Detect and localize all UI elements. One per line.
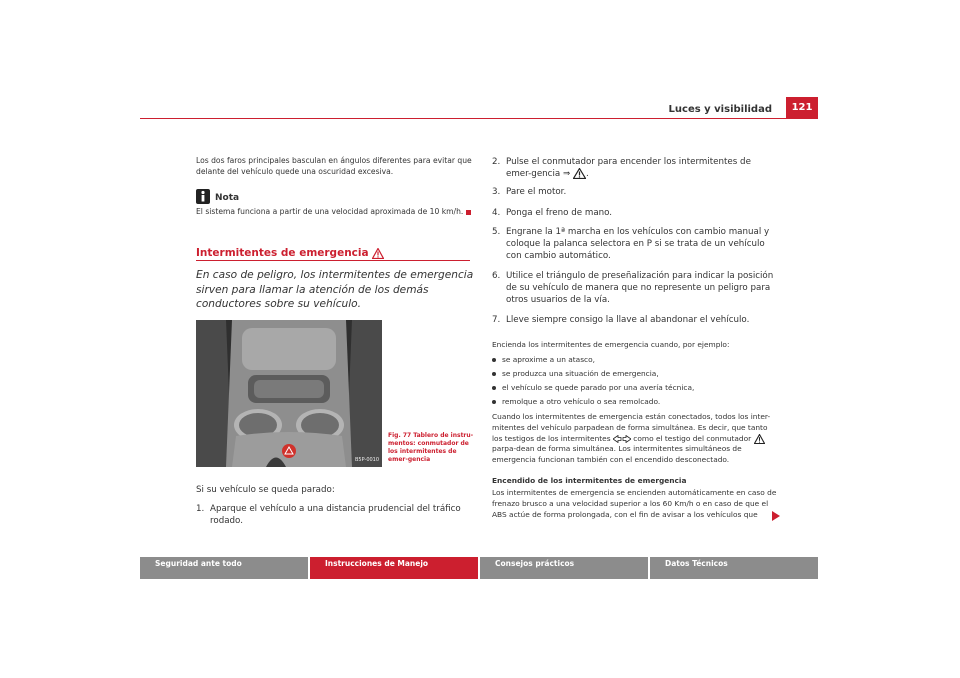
step-3: [492, 186, 778, 198]
section-title-text: Intermitentes de emergencia: [196, 247, 369, 259]
list-item: [492, 397, 660, 408]
step-6-text: Utilice el triángulo de preseñalización para indicar la posición de su vehículo de manera que no represente un peligro para otros usuarios de la vía.: [506, 271, 774, 305]
step-5-number: 5.: [492, 227, 501, 237]
footer-tab-seguridad[interactable]: Seguridad ante todo: [140, 557, 308, 579]
warning-triangle-icon: [573, 168, 586, 179]
footer-tab-datos[interactable]: Datos Técnicos: [650, 557, 818, 579]
footer-tab-instrucciones[interactable]: Instrucciones de Manejo: [310, 557, 478, 579]
headlight-paragraph: Los dos faros principales basculan en ángulos diferentes para evitar que delante del vehículo quede una oscuridad excesiva.: [196, 156, 472, 176]
section-intro: En caso de peligro, los intermitentes de emergencia sirven para llamar la atención de los demás conductores sobre su vehículo.: [196, 269, 474, 310]
step-2-text-wrap: Pulse el conmutador para encender los intermitentes de emer-gencia ⇒ .: [506, 157, 751, 179]
connected-text-c: parpa-dean de forma simultánea. Los intermitentes simultáneos de emergencia funcionan también con el encendido desconectado.: [492, 444, 742, 465]
connected-text-b: como el testigo del conmutador: [633, 433, 752, 443]
note-icon: [196, 189, 210, 204]
list-item: [492, 369, 659, 380]
bullet-icon: [492, 386, 496, 390]
step-7-number: 7.: [492, 315, 501, 325]
list-item: [492, 383, 694, 394]
step-6: [492, 270, 778, 306]
auto-paragraph: Los intermitentes de emergencia se encienden automáticamente en caso de frenazo brusco a una velocidad superior a los 60 Km/h o en caso de que el ABS actúe de forma prolongada, con el fin de avisar a los vehículos que: [492, 488, 777, 519]
step-4-number: 4.: [492, 208, 501, 218]
list-item-text: el vehículo se quede parado por una avería técnica,: [502, 383, 695, 392]
stopped-lead: Si su vehículo se queda parado:: [196, 485, 335, 495]
bullet-icon: [492, 358, 496, 362]
chapter-title: Luces y visibilidad: [668, 104, 772, 115]
step-1: [196, 503, 476, 527]
step-7: [492, 314, 778, 326]
footer-tab-consejos[interactable]: Consejos prácticos: [480, 557, 648, 579]
step-1-number: 1.: [196, 504, 205, 514]
figure-caption: Fig. 77 Tablero de instru-mentos: conmutador de los intermitentes de emer-gencia: [388, 432, 474, 463]
note-label: Nota: [215, 193, 240, 203]
list-item-text: se aproxime a un atasco,: [502, 355, 595, 364]
note-text: [196, 207, 481, 218]
note-body: El sistema funciona a partir de una velocidad aproximada de 10 km/h.: [196, 207, 464, 216]
step-1-text: Aparque el vehículo a una distancia prudencial del tráfico rodado.: [210, 504, 461, 526]
step-7-text: Lleve siempre consigo la llave al abandonar el vehículo.: [506, 315, 750, 325]
bullet-icon: [492, 400, 496, 404]
step-2: [492, 156, 778, 180]
section-rule: [196, 260, 470, 261]
bullet-icon: [492, 372, 496, 376]
step-3-text: Pare el motor.: [506, 187, 567, 197]
step-6-number: 6.: [492, 271, 501, 281]
sub-heading: Encendido de los intermitentes de emergencia: [492, 476, 687, 485]
step-5: [492, 226, 778, 262]
bullets-lead: Encienda los intermitentes de emergencia cuando, por ejemplo:: [492, 340, 730, 349]
connected-paragraph: [492, 412, 778, 466]
console-figure: [196, 320, 382, 467]
list-item-text: se produzca una situación de emergencia,: [502, 369, 659, 378]
figure-code: B5P-0010: [355, 457, 380, 463]
step-2-text: Pulse el conmutador para encender los intermitentes de emer-gencia ⇒: [506, 157, 751, 179]
step-4-text: Ponga el freno de mano.: [506, 208, 613, 218]
turn-signal-arrows-icon: [613, 435, 631, 443]
step-3-number: 3.: [492, 187, 501, 197]
section-title: [196, 247, 384, 259]
connected-text-a: Cuando los intermitentes de emergencia están conectados, todos los inter-mitentes del vehículo parpadean de forma simultánea. Es decir, que tanto los testigos de los intermitentes: [492, 412, 771, 443]
end-marker-icon: [466, 210, 471, 215]
step-5-text: Engrane la 1ª marcha en los vehículos con cambio manual y coloque la palanca selectora en P si se trata de un vehículo con cambio automático.: [506, 227, 770, 261]
continue-arrow-icon: [772, 511, 780, 521]
header-rule: [140, 118, 818, 119]
warning-triangle-icon: [372, 248, 384, 259]
step-4: [492, 207, 778, 219]
warning-triangle-icon: [754, 434, 765, 444]
list-item-text: remolque a otro vehículo o sea remolcado.: [502, 397, 661, 406]
page-number: 121: [786, 97, 818, 118]
list-item: [492, 355, 595, 366]
step-2-number: 2.: [492, 157, 501, 167]
